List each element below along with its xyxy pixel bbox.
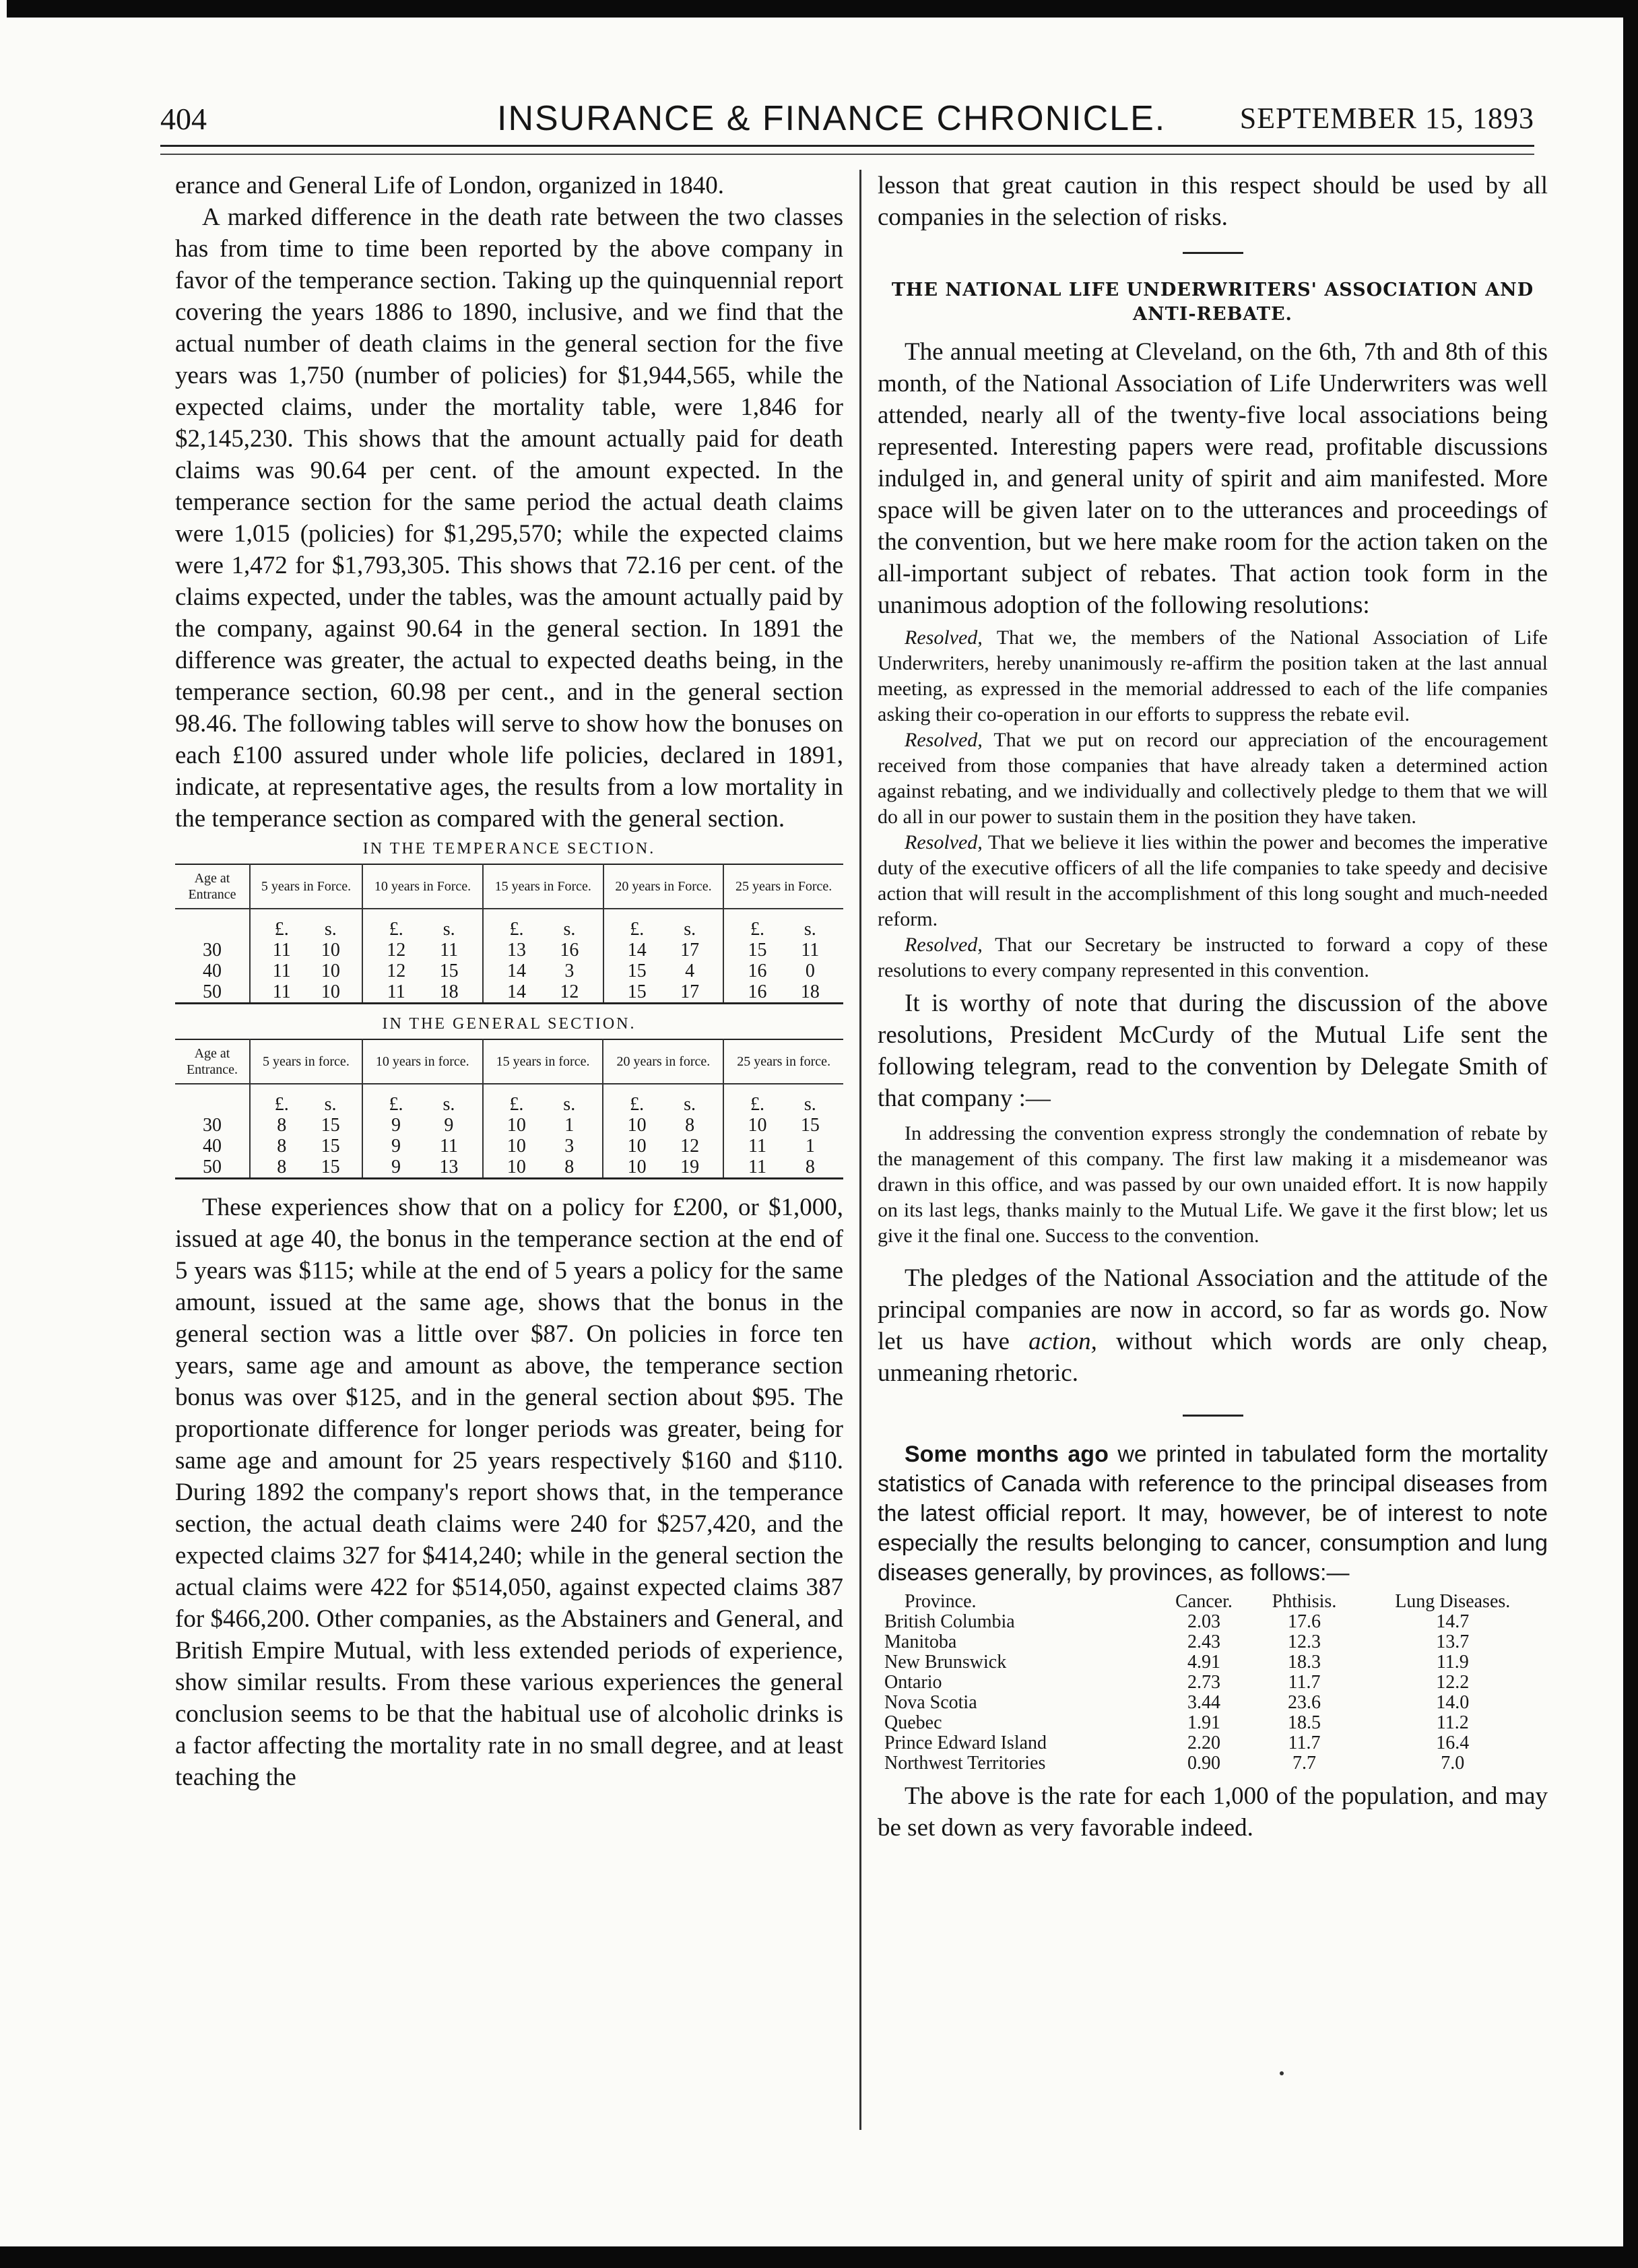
rate-cell: 14.7 (1436, 1611, 1470, 1632)
pounds-value: 10 (627, 1157, 647, 1177)
pound-unit: £. (389, 919, 403, 940)
resolution-label: Resolved, (905, 626, 983, 649)
table-row (878, 1693, 1548, 1713)
pounds-value: 8 (277, 1136, 287, 1157)
column-header: 5 years in Force. (250, 864, 362, 909)
pounds-value: 14 (627, 940, 647, 961)
age-cell: 50 (175, 1157, 250, 1179)
unit-cell (250, 1084, 362, 1115)
bonus-cell (362, 1136, 483, 1157)
shillings-value: 11 (801, 940, 820, 961)
age-cell: 30 (175, 940, 250, 961)
bonus-cell (483, 940, 603, 961)
bonus-cell (723, 961, 843, 981)
unit-cell (362, 1084, 483, 1115)
rate-cell: 14.0 (1436, 1692, 1470, 1713)
header-rule (160, 145, 1534, 155)
rate-cell: 7.7 (1292, 1753, 1316, 1774)
pounds-value: 10 (506, 1115, 526, 1136)
column-header: Age at Entrance (175, 864, 250, 909)
right-paragraph-6: The above is the rate for each 1,000 of the population, and may be set down as very favorable indeed. (878, 1782, 1548, 1842)
left-paragraph-3: These experiences show that on a policy for £200, or $1,000, issued at age 40, the bonus in the temperance section at the end of 5 years was $115; while at the end of 5 years a policy for the same amount, issued at the same age, shows that the bonus in the general section was a little over $87. On policies in force ten years, same age and amount as above, the temperance section bonus was over $125, and in the general section about $95. The proportionate difference for longer periods was greater, being for same age and amount for 25 years respectively $160 and $110. During 1892 the company's report shows that, in the temperance section, the actual death claims were 240 for $257,420, and the expected claims 327 for $414,240; while in the general section the actual claims were 422 for $514,050, against expected claims 387 for $466,200. Other companies, as the Abstainers and General, and British Empire Mutual, with less extended periods of experience, show similar results. From these various experiences the general conclusion seems to be that the habitual use of alcoholic drinks is a factor affecting the mortality rate in no small degree, and at least teaching the (175, 1194, 843, 1791)
left-paragraph-2: A marked difference in the death rate between the two classes has from time to time been reported by the above company in favor of the temperance section. Taking up the quinquennial report covering the years 1886 to 1890, inclusive, and we find that the actual number of death claims in the general section for the five years was 1,750 (number of policies) for $1,944,565, while the expected claims, under the mortality table, were 1,846 for $2,145,230. This shows that the amount actually paid for death claims was 90.64 per cent. of the amount expected. In the temperance section for the same period the actual death claims were 1,015 (policies) for $1,295,570; while the expected claims were 1,472 for $1,793,305. This shows that 72.16 per cent. of the claims expected, under the tables, was the amount actually paid by the company, against 90.64 in the general section. In 1891 the difference was greater, the actual to expected deaths being, in the temperance section, 60.98 per cent., and in the general section 98.46. The following tables will serve to show how the bonuses on each £100 assured under whole life policies, declared in 1891, indicate, at representative ages, the results from a low mortality in the temperance section as compared with the general section. (175, 203, 843, 833)
province-cell: Ontario (884, 1672, 942, 1693)
shillings-value: 8 (805, 1157, 815, 1177)
shillings-value: 3 (564, 1136, 575, 1157)
lead-in: Some months ago (905, 1441, 1109, 1467)
bonus-cell (250, 1157, 362, 1179)
bonus-cell (250, 1115, 362, 1136)
bonus-cell (250, 940, 362, 961)
resolutions-block (878, 625, 1548, 983)
shillings-value: 18 (800, 981, 820, 1002)
bonus-cell (603, 940, 724, 961)
table-row (175, 981, 843, 1004)
resolution-text: That we believe it lies within the power and becomes the imperative duty of the executive officers of all the life companies to take speedy and decisive action that will result in the accomplishment of this long sought and much-needed reform. (878, 831, 1548, 930)
table-header-row (175, 864, 843, 909)
shillings-value: 8 (685, 1115, 695, 1136)
rate-cell: 11.7 (1288, 1732, 1321, 1753)
pound-unit: £. (274, 919, 289, 940)
table-row (878, 1713, 1548, 1733)
table-row (175, 961, 843, 981)
table-row (175, 1157, 843, 1179)
bonus-cell (250, 961, 362, 981)
bonus-cell (603, 981, 724, 1004)
shilling-unit: s. (804, 1094, 816, 1115)
rate-cell: 2.73 (1187, 1672, 1220, 1693)
text-span: The pledges of the National Association and the attitude of the principal companies are now in accord, so far as words go. Now let us have (878, 1264, 1548, 1355)
table-row (878, 1733, 1548, 1753)
rate-cell: 11.7 (1288, 1672, 1321, 1693)
rate-cell: 2.03 (1187, 1611, 1220, 1632)
pounds-value: 16 (748, 981, 767, 1002)
pound-unit: £. (509, 1094, 524, 1115)
shilling-unit: s. (684, 919, 696, 940)
pounds-value: 10 (506, 1136, 526, 1157)
masthead-title: INSURANCE & FINANCE CHRONICLE. (497, 99, 1167, 138)
resolution (878, 830, 1548, 932)
shillings-value: 17 (680, 981, 700, 1002)
shilling-unit: s. (563, 1094, 576, 1115)
table-row (878, 1673, 1548, 1693)
shillings-value: 10 (321, 940, 340, 961)
column-header: 25 years in force. (723, 1039, 843, 1084)
pounds-value: 12 (387, 961, 406, 981)
column-header: Province. (905, 1591, 977, 1612)
issue-date: SEPTEMBER 15, 1893 (1239, 102, 1534, 135)
bonus-cell (723, 1136, 843, 1157)
pounds-value: 9 (391, 1157, 401, 1177)
right-paragraph-5 (878, 1439, 1548, 1588)
shillings-value: 11 (440, 940, 459, 961)
shilling-unit: s. (324, 1094, 337, 1115)
province-cell: British Columbia (884, 1611, 1015, 1632)
bonus-cell (362, 1157, 483, 1179)
pound-unit: £. (274, 1094, 289, 1115)
shilling-unit: s. (443, 919, 455, 940)
shillings-value: 15 (321, 1136, 340, 1157)
province-cell: Manitoba (884, 1631, 957, 1652)
shillings-value: 1 (805, 1136, 815, 1157)
shillings-value: 19 (680, 1157, 700, 1177)
pound-unit: £. (389, 1094, 403, 1115)
column-header: 10 years in force. (362, 1039, 483, 1084)
section-rule (1183, 252, 1243, 254)
bonus-cell (362, 1115, 483, 1136)
rate-cell: 12.2 (1436, 1672, 1470, 1693)
column-header: 20 years in Force. (603, 864, 724, 909)
shillings-value: 1 (564, 1115, 575, 1136)
shillings-value: 15 (800, 1115, 820, 1136)
bonus-cell (483, 961, 603, 981)
resolution-text: That our Secretary be instructed to forward a copy of these resolutions to every company represented in this convention. (878, 934, 1548, 981)
pounds-value: 16 (748, 961, 767, 981)
scan-border-top (7, 0, 1627, 18)
age-cell: 50 (175, 981, 250, 1004)
rate-cell: 1.91 (1187, 1712, 1220, 1733)
pounds-value: 8 (277, 1157, 287, 1177)
table-header-row (878, 1592, 1548, 1612)
age-cell (175, 1084, 250, 1115)
province-cell: Nova Scotia (884, 1692, 977, 1713)
table-header-row (175, 1039, 843, 1084)
right-paragraph-4 (878, 1262, 1548, 1389)
province-cell: Quebec (884, 1712, 942, 1733)
rate-cell: 12.3 (1287, 1631, 1321, 1652)
column-header: 25 years in Force. (723, 864, 843, 909)
bonus-cell (250, 981, 362, 1004)
shillings-value: 4 (685, 961, 695, 981)
pounds-value: 14 (507, 981, 527, 1002)
shillings-value: 0 (805, 961, 815, 981)
resolution (878, 932, 1548, 983)
bonus-cell (603, 1136, 723, 1157)
shillings-value: 12 (560, 981, 579, 1002)
rate-cell: 23.6 (1287, 1692, 1321, 1713)
print-speck (1280, 2071, 1284, 2075)
table-row (878, 1652, 1548, 1673)
rate-cell: 7.0 (1441, 1753, 1465, 1774)
pounds-value: 9 (391, 1115, 401, 1136)
rate-cell: 18.3 (1287, 1652, 1321, 1673)
resolution-text: That we put on record our appreciation of the encouragement received from those companies that have already taken a determined action against rebating, and we individually and collectively pledge to them that we will do all in our power to sustain them in the position they have taken. (878, 729, 1548, 828)
pounds-value: 9 (391, 1136, 401, 1157)
pounds-value: 11 (748, 1157, 766, 1177)
shillings-value: 9 (444, 1115, 454, 1136)
pounds-value: 10 (748, 1115, 767, 1136)
pounds-value: 10 (627, 1136, 647, 1157)
unit-cell (723, 1084, 843, 1115)
resolution (878, 727, 1548, 830)
unit-cell (483, 1084, 603, 1115)
pounds-value: 15 (748, 940, 767, 961)
article-heading: THE NATIONAL LIFE UNDERWRITERS' ASSOCIATION AND ANTI-REBATE. (891, 280, 1534, 325)
pounds-value: 11 (272, 981, 291, 1002)
emphasis-action: action, (1028, 1328, 1097, 1355)
unit-row (175, 1084, 843, 1115)
right-paragraph-1: lesson that great caution in this respect should be used by all companies in the selection of risks. (878, 172, 1548, 231)
shillings-value: 15 (321, 1115, 340, 1136)
pounds-value: 11 (272, 961, 291, 981)
bonus-cell (723, 981, 843, 1004)
right-paragraph-3: It is worthy of note that during the discussion of the above resolutions, President McCurdy of the Mutual Life sent the following telegram, read to the convention by Delegate Smith of that company :— (878, 990, 1548, 1112)
telegram-text: In addressing the convention express strongly the condemnation of rebate by the management of this company. The first law making it a misdemeanor was drawn in this office, and was passed by our own unaided effort. It is now happily on its last legs, thanks mainly to the Mutual Life. We gave it the first blow; let us give it the final one. Success to the convention. (878, 1122, 1548, 1247)
rate-cell: 4.91 (1187, 1652, 1220, 1673)
pound-unit: £. (509, 919, 524, 940)
page-header (160, 101, 1534, 141)
shillings-value: 10 (321, 981, 340, 1002)
bonus-cell (483, 1115, 603, 1136)
shillings-value: 15 (439, 961, 459, 981)
shillings-value: 15 (321, 1157, 340, 1177)
scan-border-bottom (0, 2246, 1638, 2268)
unit-cell (483, 909, 603, 940)
pounds-value: 15 (627, 981, 647, 1002)
general-table-caption: IN THE GENERAL SECTION. (382, 1015, 636, 1033)
pound-unit: £. (630, 919, 645, 940)
column-divider (859, 170, 861, 2130)
shilling-unit: s. (804, 919, 816, 940)
bonus-cell (603, 1157, 723, 1179)
rate-cell: 0.90 (1187, 1753, 1220, 1774)
column-header: Lung Diseases. (1395, 1591, 1511, 1612)
rate-cell: 16.4 (1436, 1732, 1470, 1753)
table-row (878, 1753, 1548, 1774)
bonus-cell (483, 1136, 603, 1157)
column-header: Cancer. (1175, 1591, 1233, 1612)
resolution-text: That we, the members of the National Association of Life Underwriters, hereby unanimously re-affirm the position taken at the last annual meeting, as expressed in the memorial addressed to each of the life companies asking their co-operation in our efforts to suppress the rebate evil. (878, 626, 1548, 725)
table-row (878, 1612, 1548, 1632)
left-paragraph-1: erance and General Life of London, organized in 1840. (175, 172, 725, 199)
table-row (175, 1115, 843, 1136)
province-cell: New Brunswick (884, 1652, 1007, 1673)
bonus-cell (362, 961, 483, 981)
province-cell: Prince Edward Island (884, 1732, 1047, 1753)
column-header: 20 years in force. (603, 1039, 723, 1084)
column-header: Phthisis. (1272, 1591, 1337, 1612)
rate-cell: 2.20 (1187, 1732, 1220, 1753)
column-header: 5 years in force. (250, 1039, 362, 1084)
pounds-value: 11 (748, 1136, 766, 1157)
shilling-unit: s. (563, 919, 576, 940)
text-span: without which words are only cheap, unmeaning rhetoric. (878, 1328, 1548, 1387)
age-cell (175, 909, 250, 940)
pound-unit: £. (750, 1094, 764, 1115)
shillings-value: 3 (564, 961, 575, 981)
text-span: we printed in tabulated form the mortality statistics of Canada with reference to the principal diseases from the latest official report. It may, however, be of interest to note especially the results belonging to cancer, consumption and lung diseases generally, by provinces, as follows:— (878, 1441, 1548, 1586)
right-column (878, 170, 1548, 1844)
pounds-value: 10 (627, 1115, 647, 1136)
resolution (878, 625, 1548, 727)
pounds-value: 15 (627, 961, 647, 981)
age-cell: 30 (175, 1115, 250, 1136)
unit-cell (250, 909, 362, 940)
shillings-value: 18 (439, 981, 459, 1002)
shillings-value: 13 (439, 1157, 459, 1177)
pounds-value: 12 (387, 940, 406, 961)
bonus-cell (603, 1115, 723, 1136)
rate-cell: 11.2 (1436, 1712, 1469, 1733)
left-column (175, 170, 843, 1793)
resolution-label: Resolved, (905, 729, 983, 751)
table-row (878, 1632, 1548, 1652)
unit-cell (362, 909, 483, 940)
column-header: Age at Entrance. (175, 1039, 250, 1084)
bonus-cell (362, 940, 483, 961)
rate-cell: 2.43 (1187, 1631, 1220, 1652)
general-bonus-table (175, 1039, 843, 1179)
column-header: 15 years in Force. (483, 864, 603, 909)
column-header: 10 years in Force. (362, 864, 483, 909)
rate-cell: 17.6 (1287, 1611, 1321, 1632)
shillings-value: 16 (560, 940, 579, 961)
table-row (175, 940, 843, 961)
rate-cell: 13.7 (1436, 1631, 1470, 1652)
pounds-value: 10 (506, 1157, 526, 1177)
right-paragraph-2: The annual meeting at Cleveland, on the 6th, 7th and 8th of this month, of the National Association of Life Underwriters was well attended, nearly all of the twenty-five local associations being represented. Interesting papers were read, profitable discussions indulged in, and general unity of spirit and aim manifested. More space will be given later on to the utterances and proceedings of the convention, but we here make room for the action taken on the all-important subject of rebates. That action took form in the unanimous adoption of the following resolutions: (878, 338, 1548, 619)
unit-cell (723, 909, 843, 940)
bonus-cell (250, 1136, 362, 1157)
shilling-unit: s. (684, 1094, 696, 1115)
bonus-cell (723, 1115, 843, 1136)
pounds-value: 13 (507, 940, 527, 961)
bonus-cell (483, 1157, 603, 1179)
shillings-value: 11 (439, 1136, 458, 1157)
pounds-value: 11 (387, 981, 405, 1002)
rate-cell: 11.9 (1436, 1652, 1469, 1673)
pounds-value: 14 (507, 961, 527, 981)
resolution-label: Resolved, (905, 934, 983, 956)
shillings-value: 12 (680, 1136, 700, 1157)
unit-cell (603, 909, 724, 940)
scan-border-right (1623, 0, 1638, 2268)
resolution-label: Resolved, (905, 831, 983, 853)
temperance-bonus-table (175, 864, 843, 1004)
temperance-table-caption: IN THE TEMPERANCE SECTION. (362, 840, 656, 857)
bonus-cell (723, 940, 843, 961)
province-cell: Northwest Territories (884, 1753, 1046, 1774)
shillings-value: 10 (321, 961, 340, 981)
section-rule (1183, 1415, 1243, 1417)
shillings-value: 17 (680, 940, 700, 961)
bonus-cell (362, 981, 483, 1004)
bonus-cell (603, 961, 724, 981)
column-header: 15 years in force. (483, 1039, 603, 1084)
mortality-table (878, 1592, 1548, 1774)
unit-cell (603, 1084, 723, 1115)
pounds-value: 11 (272, 940, 291, 961)
pounds-value: 8 (277, 1115, 287, 1136)
page-number: 404 (160, 102, 207, 136)
shillings-value: 8 (564, 1157, 575, 1177)
table-row (175, 1136, 843, 1157)
pound-unit: £. (630, 1094, 645, 1115)
age-cell: 40 (175, 961, 250, 981)
bonus-cell (723, 1157, 843, 1179)
rate-cell: 3.44 (1187, 1692, 1220, 1713)
unit-row (175, 909, 843, 940)
rate-cell: 18.5 (1287, 1712, 1321, 1733)
age-cell: 40 (175, 1136, 250, 1157)
bonus-cell (483, 981, 603, 1004)
shilling-unit: s. (443, 1094, 455, 1115)
pound-unit: £. (750, 919, 764, 940)
shilling-unit: s. (324, 919, 337, 940)
